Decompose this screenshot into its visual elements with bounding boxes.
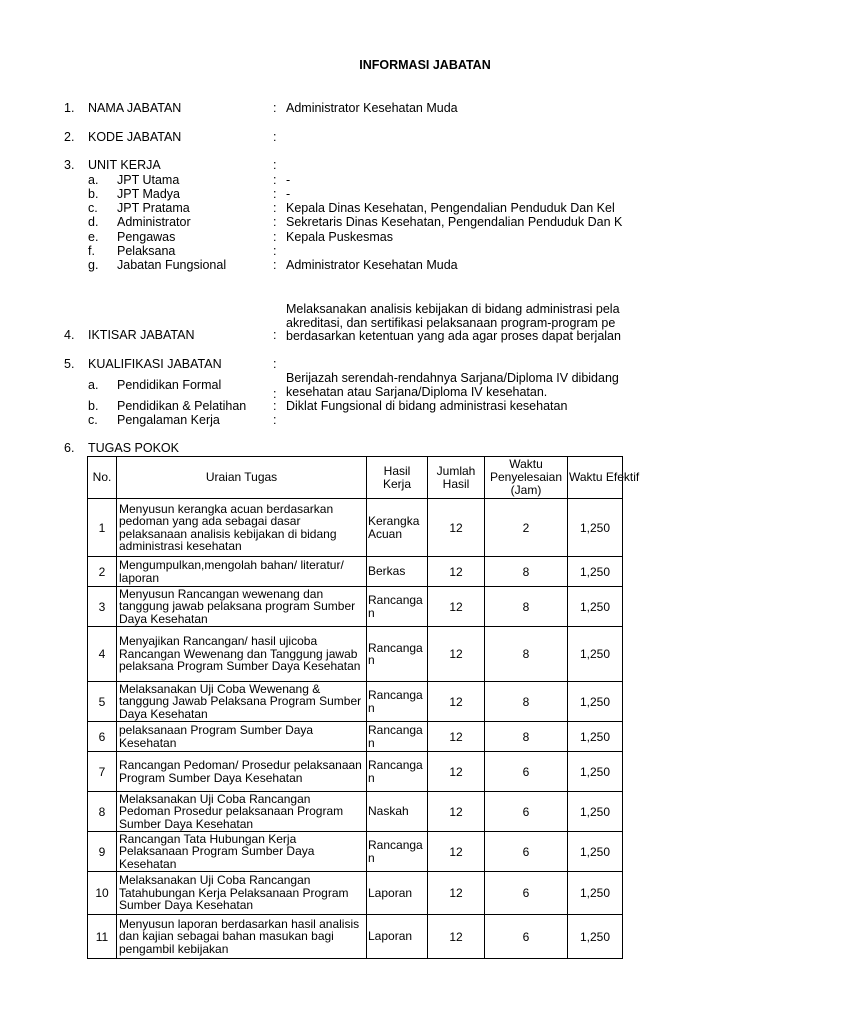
- section-unit-kerja: [0, 158, 768, 174]
- cell-hasil: Rancangan: [367, 627, 428, 682]
- item-value: -: [286, 173, 291, 187]
- section-number: 5.: [64, 357, 75, 371]
- colon: :: [273, 187, 277, 201]
- item-label: Administrator: [117, 215, 191, 229]
- cell-no: 7: [88, 752, 117, 792]
- unit-item-administrator: [0, 215, 768, 231]
- colon: :: [273, 201, 277, 215]
- section-kode-jabatan: [0, 130, 768, 146]
- colon: :: [273, 101, 277, 115]
- table-row: [88, 557, 623, 587]
- item-label: Pelaksana: [117, 244, 176, 258]
- item-letter: g.: [88, 258, 99, 272]
- table-row: [88, 752, 623, 792]
- section-label: TUGAS POKOK: [88, 441, 179, 455]
- section-label: UNIT KERJA: [88, 158, 161, 172]
- section-label: KODE JABATAN: [88, 130, 182, 144]
- section-nama-jabatan: [0, 101, 768, 117]
- item-label: JPT Utama: [117, 173, 180, 187]
- section-number: 1.: [64, 101, 75, 115]
- table-row: [88, 627, 623, 682]
- cell-efektif: 1,250: [568, 682, 623, 722]
- colon: :: [273, 399, 277, 413]
- section-iktisar-jabatan: [0, 328, 768, 344]
- cell-waktu: 2: [485, 499, 568, 557]
- header-waktu-efektif: Waktu Efektif: [568, 457, 623, 499]
- item-letter: b.: [88, 399, 99, 413]
- cell-efektif: 1,250: [568, 627, 623, 682]
- cell-jumlah: 12: [428, 832, 485, 872]
- cell-hasil: Rancangan: [367, 587, 428, 627]
- item-value: Administrator Kesehatan Muda: [286, 258, 458, 272]
- qualification-line: Berijazah serendah-rendahnya Sarjana/Diploma IV dibidang: [286, 371, 619, 385]
- colon: :: [273, 230, 277, 244]
- cell-efektif: 1,250: [568, 722, 623, 752]
- cell-hasil: Kerangka Acuan: [367, 499, 428, 557]
- cell-waktu: 8: [485, 587, 568, 627]
- item-value: Kepala Puskesmas: [286, 230, 394, 244]
- cell-jumlah: 12: [428, 752, 485, 792]
- cell-efektif: 1,250: [568, 872, 623, 915]
- table-row: [88, 722, 623, 752]
- table-row: [88, 587, 623, 627]
- item-letter: c.: [88, 413, 98, 427]
- cell-hasil: Berkas: [367, 557, 428, 587]
- table-row: [88, 792, 623, 832]
- cell-uraian: Melaksanakan Uji Coba Rancangan Pedoman Prosedur pelaksanaan Program Sumber Daya Kesehatan: [117, 792, 367, 832]
- cell-uraian: Menyusun kerangka acuan berdasarkan pedoman yang ada sebagai dasar pelaksanaan analisis kebijakan di bidang administrasi kesehatan: [117, 499, 367, 557]
- table-row: [88, 499, 623, 557]
- cell-jumlah: 12: [428, 627, 485, 682]
- item-value: -: [286, 187, 291, 201]
- section-number: 6.: [64, 441, 75, 455]
- cell-waktu: 8: [485, 557, 568, 587]
- colon: :: [273, 328, 277, 342]
- table-row: [88, 915, 623, 959]
- cell-hasil: Laporan: [367, 915, 428, 959]
- cell-waktu: 6: [485, 872, 568, 915]
- section-number: 3.: [64, 158, 75, 172]
- cell-efektif: 1,250: [568, 792, 623, 832]
- item-letter: e.: [88, 230, 99, 244]
- colon: :: [273, 130, 277, 144]
- cell-no: 1: [88, 499, 117, 557]
- cell-jumlah: 12: [428, 915, 485, 959]
- header-no: No.: [88, 457, 117, 499]
- cell-waktu: 8: [485, 627, 568, 682]
- cell-uraian: Rancangan Tata Hubungan Kerja Pelaksanaan Program Sumber Daya Kesehatan: [117, 832, 367, 872]
- cell-efektif: 1,250: [568, 557, 623, 587]
- item-label: Jabatan Fungsional: [117, 258, 227, 272]
- unit-item-jabatan-fungsional: [0, 258, 768, 274]
- cell-efektif: 1,250: [568, 915, 623, 959]
- cell-waktu: 8: [485, 722, 568, 752]
- header-hasil-kerja: Hasil Kerja: [367, 457, 428, 499]
- table-row: [88, 872, 623, 915]
- colon: :: [273, 413, 277, 427]
- cell-uraian: Menyajikan Rancangan/ hasil ujicoba Rancangan Wewenang dan Tanggung jawab pelaksana Program Sumber Daya Kesehatan: [117, 627, 367, 682]
- section-number: 4.: [64, 328, 75, 342]
- colon: :: [273, 258, 277, 272]
- item-label: Pendidikan Formal: [117, 378, 222, 392]
- cell-hasil: Rancangan: [367, 722, 428, 752]
- colon: :: [273, 387, 277, 401]
- header-uraian-tugas: Uraian Tugas: [117, 457, 367, 499]
- section-label: NAMA JABATAN: [88, 101, 182, 115]
- iktisar-line: Melaksanakan analisis kebijakan di bidang administrasi pela: [286, 302, 620, 316]
- iktisar-line: akreditasi, dan sertifikasi pelaksanaan program-program pe: [286, 315, 616, 330]
- cell-jumlah: 12: [428, 587, 485, 627]
- cell-no: 8: [88, 792, 117, 832]
- colon: :: [273, 158, 277, 172]
- colon: :: [273, 357, 277, 371]
- cell-waktu: 6: [485, 752, 568, 792]
- item-value: Kepala Dinas Kesehatan, Pengendalian Penduduk Dan Kel: [286, 201, 615, 215]
- cell-hasil: Rancangan: [367, 682, 428, 722]
- section-label: KUALIFIKASI JABATAN: [88, 357, 222, 371]
- cell-uraian: pelaksanaan Program Sumber Daya Kesehatan: [117, 722, 367, 752]
- colon: :: [273, 173, 277, 187]
- section-tugas-pokok: [0, 441, 768, 457]
- cell-jumlah: 12: [428, 682, 485, 722]
- item-letter: a.: [88, 378, 99, 392]
- section-number: 2.: [64, 130, 75, 144]
- cell-no: 9: [88, 832, 117, 872]
- document-title: INFORMASI JABATAN: [359, 58, 491, 72]
- cell-hasil: Naskah: [367, 792, 428, 832]
- table-header-row: [88, 457, 623, 499]
- cell-waktu: 6: [485, 915, 568, 959]
- colon: :: [273, 244, 277, 258]
- cell-hasil: Rancangan: [367, 752, 428, 792]
- cell-no: 6: [88, 722, 117, 752]
- item-value: Sekretaris Dinas Kesehatan, Pengendalian Penduduk Dan K: [286, 215, 623, 229]
- item-letter: a.: [88, 173, 99, 187]
- cell-no: 11: [88, 915, 117, 959]
- cell-uraian: Mengumpulkan,mengolah bahan/ literatur/ laporan: [117, 557, 367, 587]
- header-jumlah-hasil: Jumlah Hasil: [428, 457, 485, 499]
- item-letter: d.: [88, 215, 99, 229]
- cell-no: 3: [88, 587, 117, 627]
- item-value: Diklat Fungsional di bidang administrasi kesehatan: [286, 399, 568, 413]
- cell-jumlah: 12: [428, 722, 485, 752]
- cell-no: 2: [88, 557, 117, 587]
- cell-efektif: 1,250: [568, 499, 623, 557]
- cell-uraian: Menyusun Rancangan wewenang dan tanggung jawab pelaksana program Sumber Daya Kesehatan: [117, 587, 367, 627]
- cell-jumlah: 12: [428, 872, 485, 915]
- item-letter: f.: [88, 244, 95, 258]
- section-value: Administrator Kesehatan Muda: [286, 101, 458, 115]
- table-row: [88, 682, 623, 722]
- tugas-pokok-table: [87, 456, 640, 959]
- cell-jumlah: 12: [428, 792, 485, 832]
- cell-waktu: 6: [485, 792, 568, 832]
- item-label: Pengawas: [117, 230, 176, 244]
- cell-hasil: Rancangan: [367, 832, 428, 872]
- item-label: JPT Pratama: [117, 201, 190, 215]
- cell-no: 10: [88, 872, 117, 915]
- colon: :: [273, 215, 277, 229]
- item-letter: b.: [88, 187, 99, 201]
- iktisar-line: berdasarkan ketentuan yang ada agar proses dapat berjalan: [286, 329, 621, 343]
- cell-no: 5: [88, 682, 117, 722]
- qualification-line: kesehatan atau Sarjana/Diploma IV kesehatan.: [286, 384, 548, 399]
- cell-efektif: 1,250: [568, 832, 623, 872]
- section-label: IKTISAR JABATAN: [88, 328, 195, 342]
- cell-waktu: 8: [485, 682, 568, 722]
- cell-uraian: Menyusun laporan berdasarkan hasil analisis dan kajian sebagai bahan masukan bagi pengambil kebijakan: [117, 915, 367, 959]
- cell-waktu: 6: [485, 832, 568, 872]
- kualifikasi-item-pengalaman: [0, 413, 768, 429]
- cell-uraian: Rancangan Pedoman/ Prosedur pelaksanaan Program Sumber Daya Kesehatan: [117, 752, 367, 792]
- cell-uraian: Melaksanakan Uji Coba Rancangan Tatahubungan Kerja Pelaksanaan Program Sumber Daya Kesehatan: [117, 872, 367, 915]
- cell-no: 4: [88, 627, 117, 682]
- cell-hasil: Laporan: [367, 872, 428, 915]
- cell-uraian: Melaksanakan Uji Coba Wewenang & tanggung Jawab Pelaksana Program Sumber Daya Kesehatan: [117, 682, 367, 722]
- item-letter: c.: [88, 201, 98, 215]
- item-label: Pengalaman Kerja: [117, 413, 220, 427]
- table-row: [88, 832, 623, 872]
- item-label: Pendidikan & Pelatihan: [117, 399, 247, 413]
- cell-jumlah: 12: [428, 499, 485, 557]
- cell-efektif: 1,250: [568, 587, 623, 627]
- header-waktu-penyelesaian: Waktu Penyelesaian (Jam): [485, 457, 568, 499]
- item-label: JPT Madya: [117, 187, 180, 201]
- cell-efektif: 1,250: [568, 752, 623, 792]
- cell-jumlah: 12: [428, 557, 485, 587]
